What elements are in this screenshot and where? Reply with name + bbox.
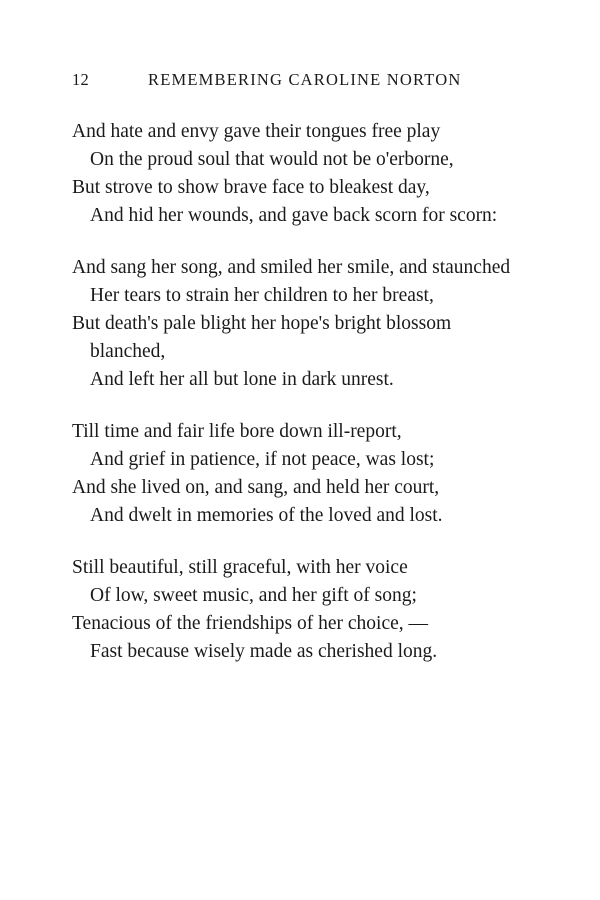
poem-line: Her tears to strain her children to her breast,: [90, 285, 434, 306]
poem-line: Fast because wisely made as cherished long.: [90, 641, 438, 662]
poem-line: And sang her song, and smiled her smile, and staunched: [72, 257, 511, 278]
poem-body: [72, 118, 572, 690]
poem-line: But strove to show brave face to bleakest day,: [72, 177, 430, 198]
poem-line: Of low, sweet music, and her gift of song;: [90, 585, 417, 606]
poem-line: And grief in patience, if not peace, was lost;: [90, 449, 435, 470]
poem-line: And hid her wounds, and gave back scorn for scorn:: [90, 205, 498, 226]
poem-line: Tenacious of the friendships of her choice, —: [72, 613, 429, 634]
stanza: [72, 254, 572, 394]
poem-line: And left her all but lone in dark unrest.: [90, 369, 394, 390]
running-title: REMEMBERING CAROLINE NORTON: [148, 70, 462, 89]
stanza: [72, 118, 572, 230]
poem-line: And she lived on, and sang, and held her court,: [72, 477, 440, 498]
running-head: [72, 70, 532, 94]
poem-line: And dwelt in memories of the loved and lost.: [90, 505, 443, 526]
poem-line: blanched,: [90, 341, 166, 362]
page-number: 12: [72, 70, 90, 89]
poem-line: Still beautiful, still graceful, with her voice: [72, 557, 408, 578]
poem-line: But death's pale blight her hope's bright blossom: [72, 313, 452, 334]
poem-line: Till time and fair life bore down ill-report,: [72, 421, 402, 442]
poem-line: And hate and envy gave their tongues free play: [72, 121, 441, 142]
poem-line: On the proud soul that would not be o'erborne,: [90, 149, 454, 170]
stanza: [72, 554, 572, 666]
stanza: [72, 418, 572, 530]
